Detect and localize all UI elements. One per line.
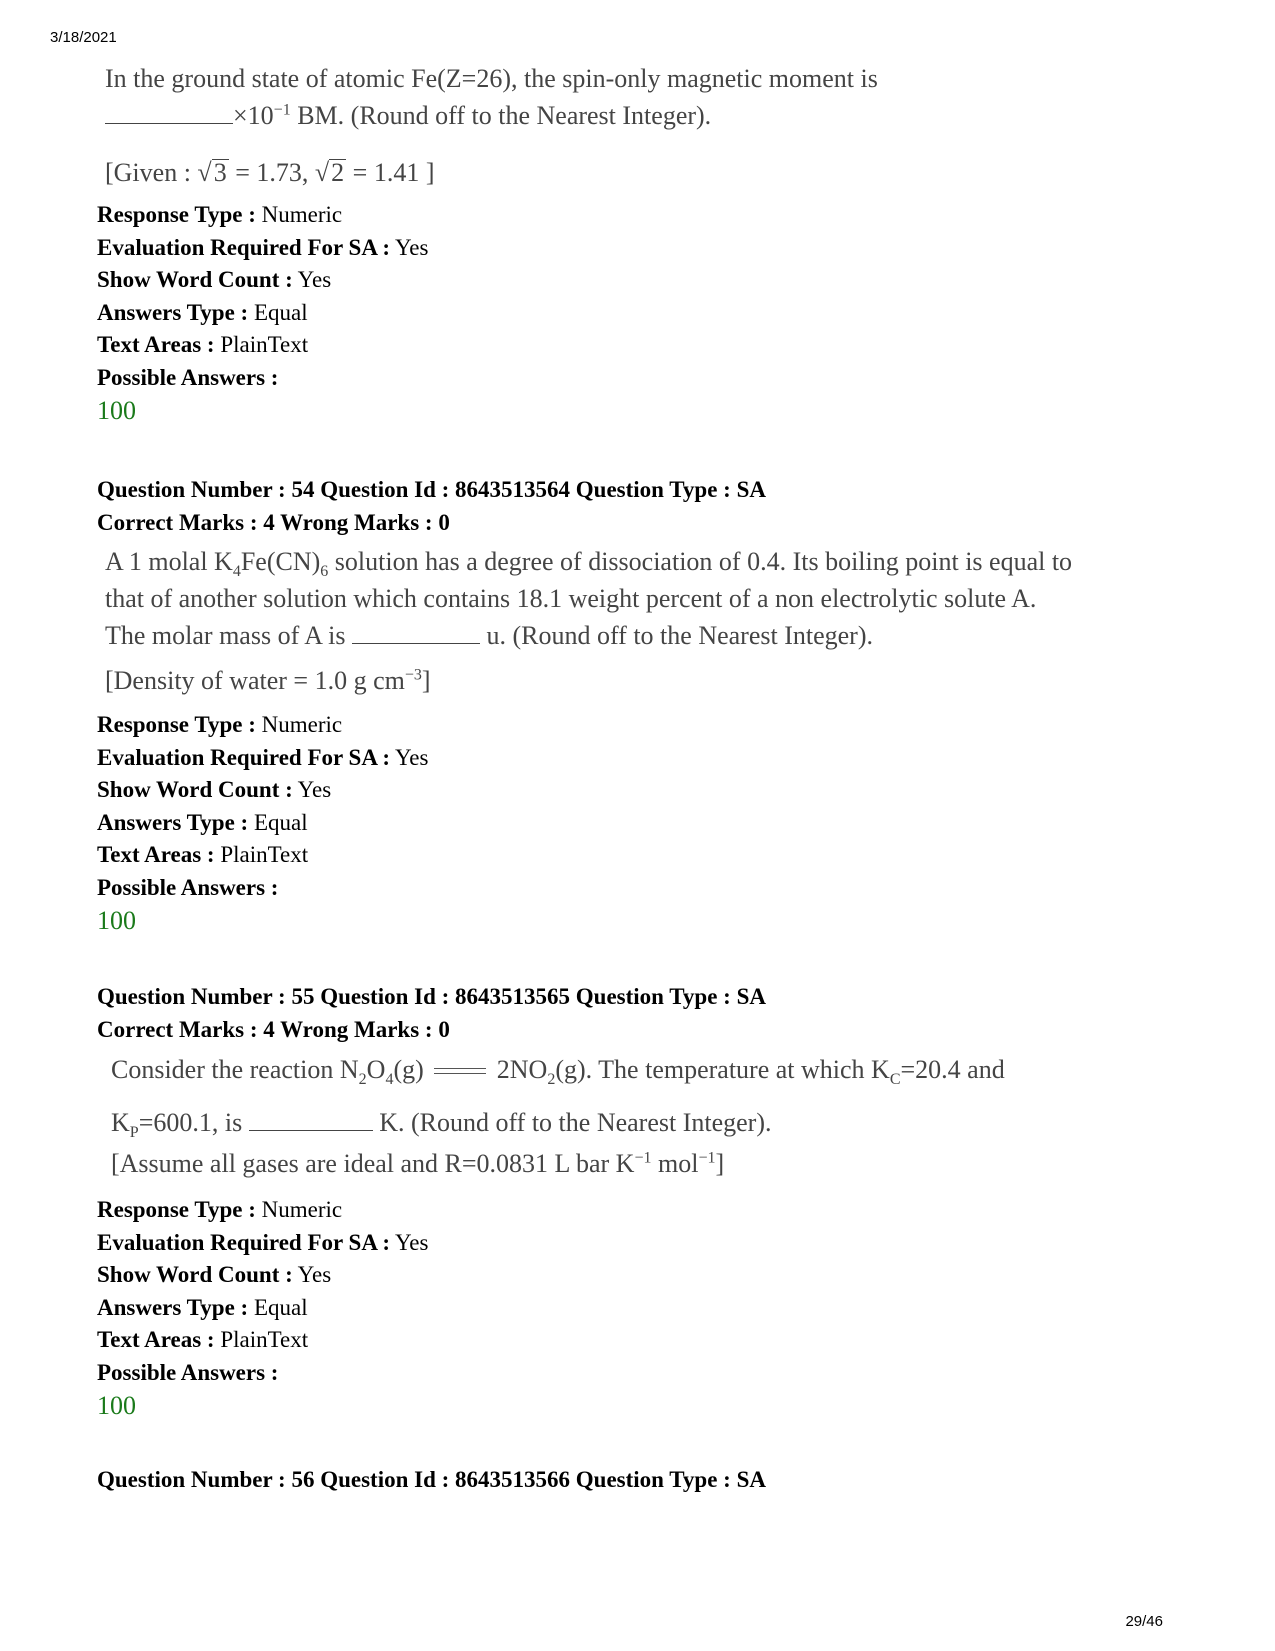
meta-response-type: Response Type : Numeric bbox=[97, 712, 343, 737]
question-header: Question Number : 55 Question Id : 8643513565 Question Type : SA bbox=[97, 984, 766, 1009]
stem-line: A 1 molal $K_4Fe(CN)_6$ solution has a degree of dissociation of 0.4. Its boiling point is equal to bbox=[105, 547, 1073, 581]
question-header: Question Number : 54 Question Id : 8643513564 Question Type : SA bbox=[97, 477, 766, 502]
equilibrium-arrow-icon bbox=[430, 1066, 490, 1078]
meta-evaluation-required: Evaluation Required For SA : Yes bbox=[97, 1229, 429, 1255]
question-53-meta bbox=[97, 199, 1275, 394]
meta-response-type: Response Type : Numeric bbox=[97, 1197, 343, 1222]
page-number: 29/46 bbox=[1125, 1613, 1163, 1630]
meta-possible-answers: Possible Answers : bbox=[97, 874, 279, 900]
given-line: [Density of water = 1.0 g $cm^{-3}$] bbox=[105, 666, 431, 695]
print-date: 3/18/2021 bbox=[50, 29, 117, 46]
meta-show-word-count: Show Word Count : Yes bbox=[97, 777, 332, 802]
meta-possible-answers: Possible Answers : bbox=[97, 1359, 279, 1385]
meta-answers-type: Answers Type : Equal bbox=[97, 299, 308, 325]
meta-text-areas: Text Areas : PlainText bbox=[97, 842, 309, 867]
answer-blank bbox=[105, 101, 233, 124]
answer-blank bbox=[352, 621, 480, 644]
meta-possible-answers: Possible Answers : bbox=[97, 364, 279, 390]
question-55-stem bbox=[111, 1050, 1191, 1182]
possible-answer: 100 bbox=[97, 1391, 136, 1420]
stem-line: In the ground state of atomic Fe(Z=26), the spin-only magnetic moment is bbox=[105, 64, 878, 93]
question-54-block bbox=[0, 474, 1275, 938]
stem-line: $\times 10^{-1}$ BM. (Round off to the Nearest Integer). bbox=[105, 97, 1185, 134]
stem-line: Consider the reaction $N_2O_4(g)$ $2NO_2(g)$. The temperature at which $K_C=20.4$ and bbox=[111, 1055, 1005, 1089]
possible-answer: 100 bbox=[97, 396, 136, 425]
answer-blank bbox=[249, 1108, 373, 1131]
meta-text-areas: Text Areas : PlainText bbox=[97, 332, 309, 357]
meta-show-word-count: Show Word Count : Yes bbox=[97, 267, 332, 292]
marks-header: Correct Marks : 4 Wrong Marks : 0 bbox=[97, 509, 450, 535]
given-line: [Given : √3 = 1.73, √2 = 1.41 ] bbox=[105, 158, 435, 187]
meta-answers-type: Answers Type : Equal bbox=[97, 1294, 308, 1320]
stem-line: that of another solution which contains 18.1 weight percent of a non electrolytic solute A. bbox=[105, 584, 1037, 613]
meta-response-type: Response Type : Numeric bbox=[97, 202, 343, 227]
question-55-meta bbox=[97, 1194, 1275, 1389]
marks-header: Correct Marks : 4 Wrong Marks : 0 bbox=[97, 1016, 450, 1042]
meta-text-areas: Text Areas : PlainText bbox=[97, 1327, 309, 1352]
question-53-block bbox=[0, 60, 1275, 428]
given-line: [Assume all gases are ideal and R=0.0831 L bar $K^{-1}$ mol$^{-1}$] bbox=[111, 1149, 725, 1178]
stem-line: The molar mass of A is u. (Round off to the Nearest Integer). bbox=[105, 621, 873, 650]
meta-show-word-count: Show Word Count : Yes bbox=[97, 1262, 332, 1287]
question-55-block bbox=[0, 981, 1275, 1423]
possible-answer: 100 bbox=[97, 906, 136, 935]
meta-answers-type: Answers Type : Equal bbox=[97, 809, 308, 835]
stem-line: $K_P=600.1$, is K. (Round off to the Nearest Integer). bbox=[111, 1108, 772, 1142]
meta-evaluation-required: Evaluation Required For SA : Yes bbox=[97, 234, 429, 260]
question-54-meta bbox=[97, 709, 1275, 904]
question-56-block bbox=[0, 1464, 1275, 1497]
question-54-stem bbox=[105, 543, 1185, 699]
question-header: Question Number : 56 Question Id : 8643513566 Question Type : SA bbox=[97, 1467, 766, 1492]
question-53-stem bbox=[105, 60, 1185, 191]
meta-evaluation-required: Evaluation Required For SA : Yes bbox=[97, 744, 429, 770]
